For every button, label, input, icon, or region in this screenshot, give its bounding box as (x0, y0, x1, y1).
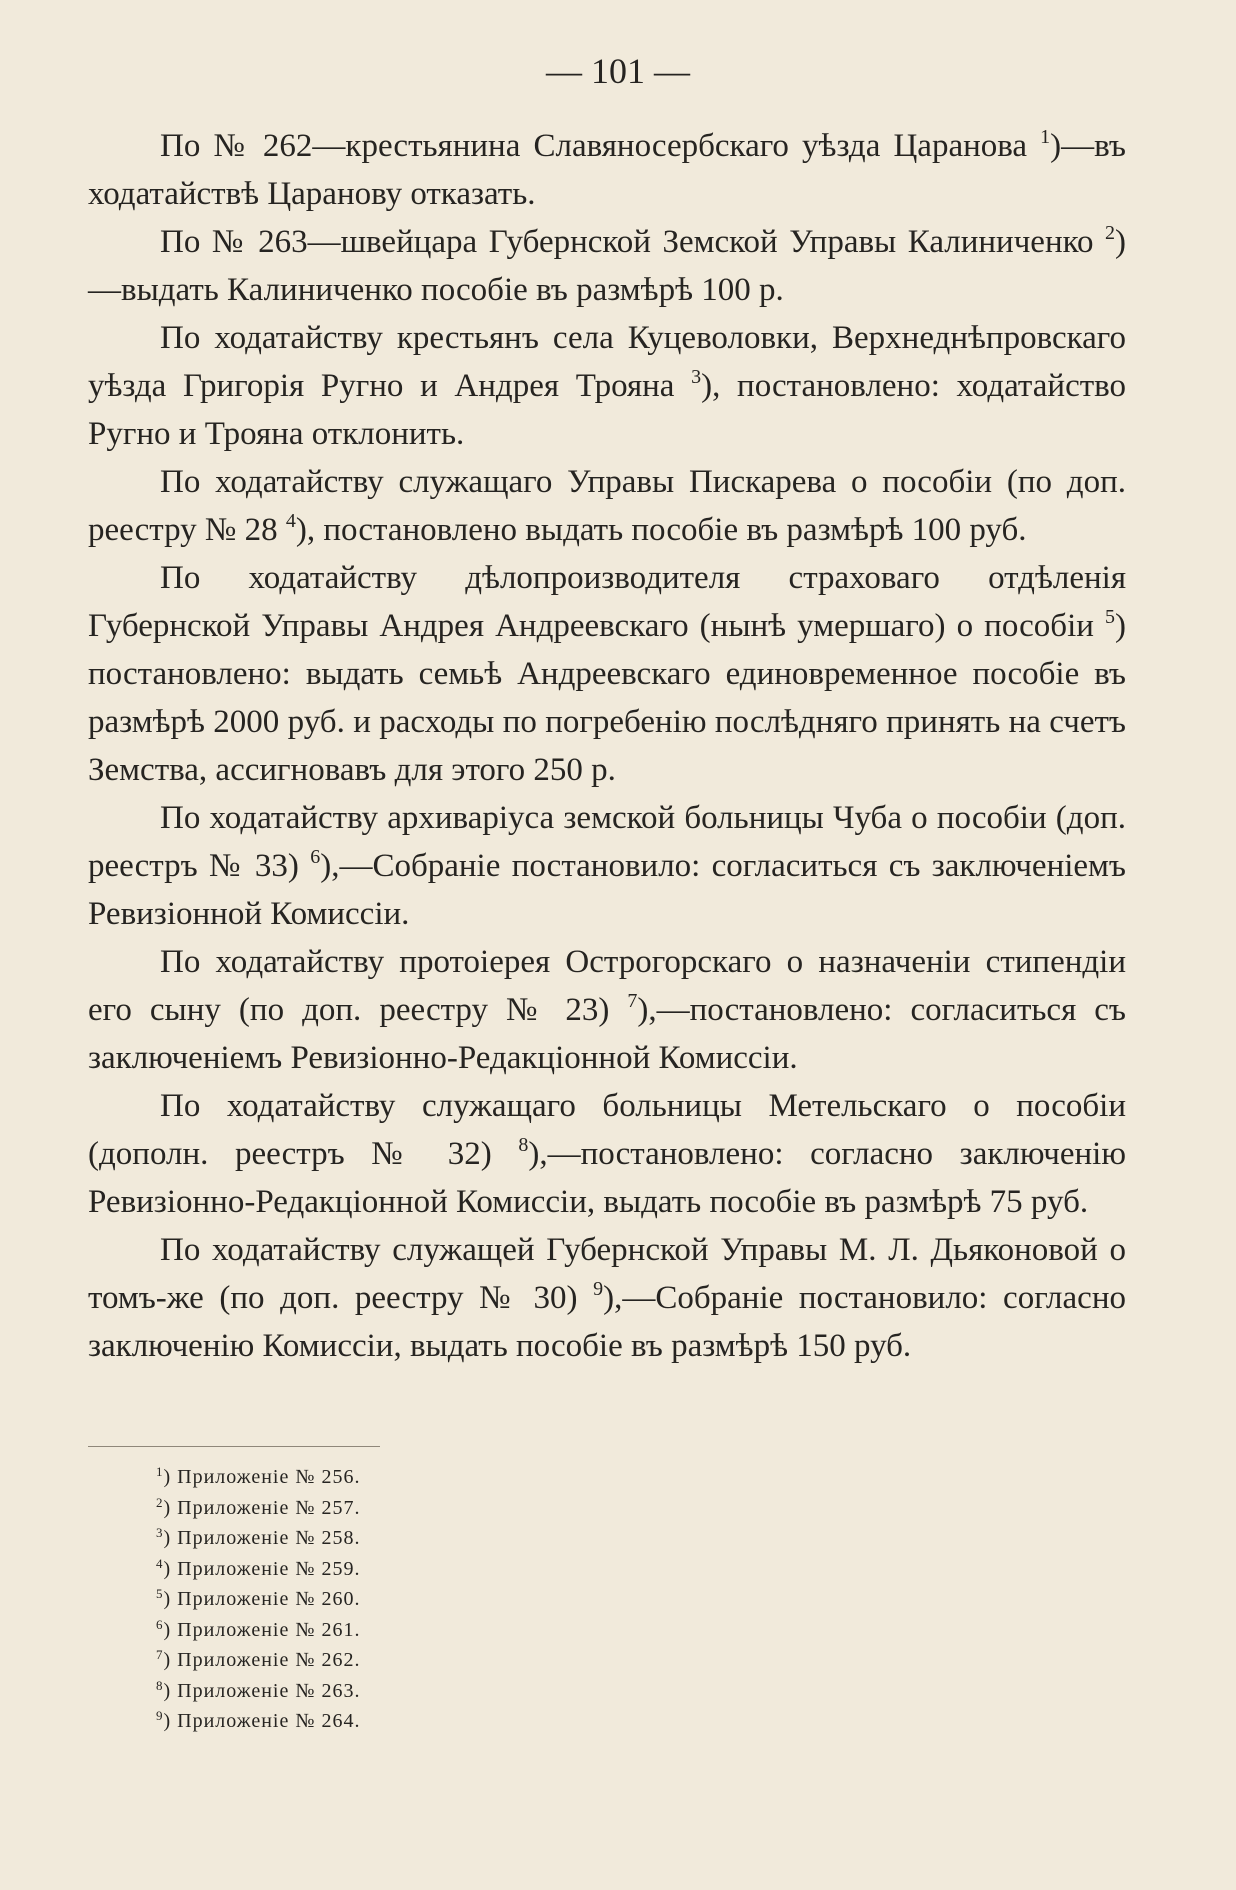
paragraph-5 (88, 554, 1126, 794)
footnotes (156, 1462, 360, 1737)
footnote-ref: 6 (310, 846, 321, 868)
footnote-3 (156, 1523, 360, 1554)
footnote-mark: 5 (156, 1586, 164, 1601)
footnote-ref: 9 (593, 1278, 604, 1300)
footnote-4 (156, 1554, 360, 1585)
footnote-text: ) Приложеніе № 261. (163, 1618, 361, 1641)
paragraph-text: По № 262—крестьянина Славяносербскаго уѣзда Царанова (160, 128, 1041, 164)
paragraph-text: ), постановлено: ходатайство Ругно и Трояна отклонить. (88, 368, 1126, 452)
footnote-mark: 7 (156, 1647, 164, 1662)
footnote-mark: 8 (156, 1677, 164, 1693)
paragraph-text: ),—Собраніе постановило: согласиться съ заключеніемъ Ревизіонной Комиссіи. (88, 848, 1126, 932)
paragraph-9 (88, 1226, 1126, 1370)
footnote-ref: 5 (1105, 606, 1115, 628)
footnote-6 (156, 1615, 360, 1646)
footnote-text: ) Приложеніе № 264. (163, 1710, 361, 1732)
footnote-ref: 2 (1105, 222, 1115, 244)
footnote-1 (156, 1462, 360, 1493)
paragraph-3 (88, 314, 1126, 458)
body-text (88, 122, 1126, 1370)
paragraph-text: ), постановлено выдать пособіе въ размѣрѣ 100 руб. (295, 512, 1027, 548)
paragraph-text: По ходатайству крестьянъ села Куцеволовки, Верхнеднѣпровскаго уѣзда Григорія Ругно и Андрея Трояна (88, 320, 1126, 404)
paragraph-text: По ходатайству протоіерея Острогорскаго о назначеніи стипендіи его сыну (по доп. реестру № 23) (88, 944, 1126, 1028)
footnote-8 (156, 1676, 360, 1707)
paragraph-text: По ходатайству служащаго больницы Метельскаго о пособіи (дополн. реестръ № 32) (88, 1088, 1126, 1172)
footnote-ref: 8 (518, 1134, 529, 1156)
paragraph-1 (88, 122, 1126, 218)
paragraph-text: ) постановлено: выдать семьѣ Андреевскаго единовременное пособіе въ размѣрѣ 2000 руб. и расходы по погребенію послѣдняго принять на счетъ Земства, ассигновавъ для этого 250 р. (88, 608, 1126, 788)
footnote-ref: 3 (691, 366, 702, 388)
footnote-text: ) Приложеніе № 260. (163, 1588, 361, 1610)
paragraph-text: ),—постановлено: согласиться съ заключеніемъ Ревизіонно-Редакціонной Комиссіи. (88, 992, 1126, 1076)
footnote-mark: 6 (156, 1616, 164, 1632)
paragraph-text: По ходатайству дѣлопроизводителя страховаго отдѣленія Губернской Управы Андрея Андреевскаго (нынѣ умершаго) о пособіи (88, 560, 1126, 644)
paragraph-text: )—въ ходатайствѣ Царанову отказать. (88, 128, 1126, 212)
paragraph-4 (88, 458, 1126, 554)
footnote-text: ) Приложеніе № 257. (163, 1496, 361, 1519)
paragraph-2 (88, 218, 1126, 314)
footnote-mark: 3 (156, 1525, 164, 1540)
paragraph-text: По ходатайству служащаго Управы Пискарева о пособіи (по доп. реестру № 28 (88, 464, 1126, 548)
footnote-text: ) Приложеніе № 262. (163, 1649, 361, 1671)
footnote-ref: 7 (627, 990, 638, 1012)
paragraph-8 (88, 1082, 1126, 1226)
paragraph-text: По № 263—швейцара Губернской Земской Управы Калиниченко (160, 224, 1105, 260)
footnote-ref: 1 (1040, 126, 1051, 148)
footnote-text: ) Приложеніе № 256. (163, 1466, 361, 1488)
paragraph-6 (88, 794, 1126, 938)
paragraph-text: )—выдать Калиниченко пособіе въ размѣрѣ 100 р. (88, 224, 1126, 308)
paragraph-text: По ходатайству служащей Губернской Управы М. Л. Дьяконовой о томъ-же (по доп. реестру № 30) (88, 1232, 1126, 1316)
footnote-mark: 2 (156, 1494, 164, 1510)
footnote-mark: 9 (156, 1708, 164, 1723)
footnote-ref: 4 (285, 510, 296, 532)
footnote-text: ) Приложеніе № 258. (163, 1527, 361, 1549)
footnote-mark: 4 (156, 1555, 164, 1571)
page-number: — 101 — (546, 51, 690, 91)
footnote-divider (88, 1446, 380, 1447)
paragraph-7 (88, 938, 1126, 1082)
footnote-text: ) Приложеніе № 263. (163, 1679, 361, 1702)
footnote-mark: 1 (156, 1464, 164, 1479)
paragraph-text: По ходатайству архиваріуса земской больницы Чуба о пособіи (доп. реестръ № 33) (88, 800, 1126, 884)
footnote-9 (156, 1706, 360, 1737)
paragraph-text: ),—постановлено: согласно заключенію Ревизіонно-Редакціонной Комиссіи, выдать пособіе въ размѣрѣ 75 руб. (88, 1136, 1126, 1220)
footnote-7 (156, 1645, 360, 1676)
footnote-text: ) Приложеніе № 259. (163, 1557, 361, 1580)
footnote-5 (156, 1584, 360, 1615)
paragraph-text: ),—Собраніе постановило: согласно заключенію Комиссіи, выдать пособіе въ размѣрѣ 150 руб. (88, 1280, 1126, 1364)
footnote-2 (156, 1493, 360, 1524)
